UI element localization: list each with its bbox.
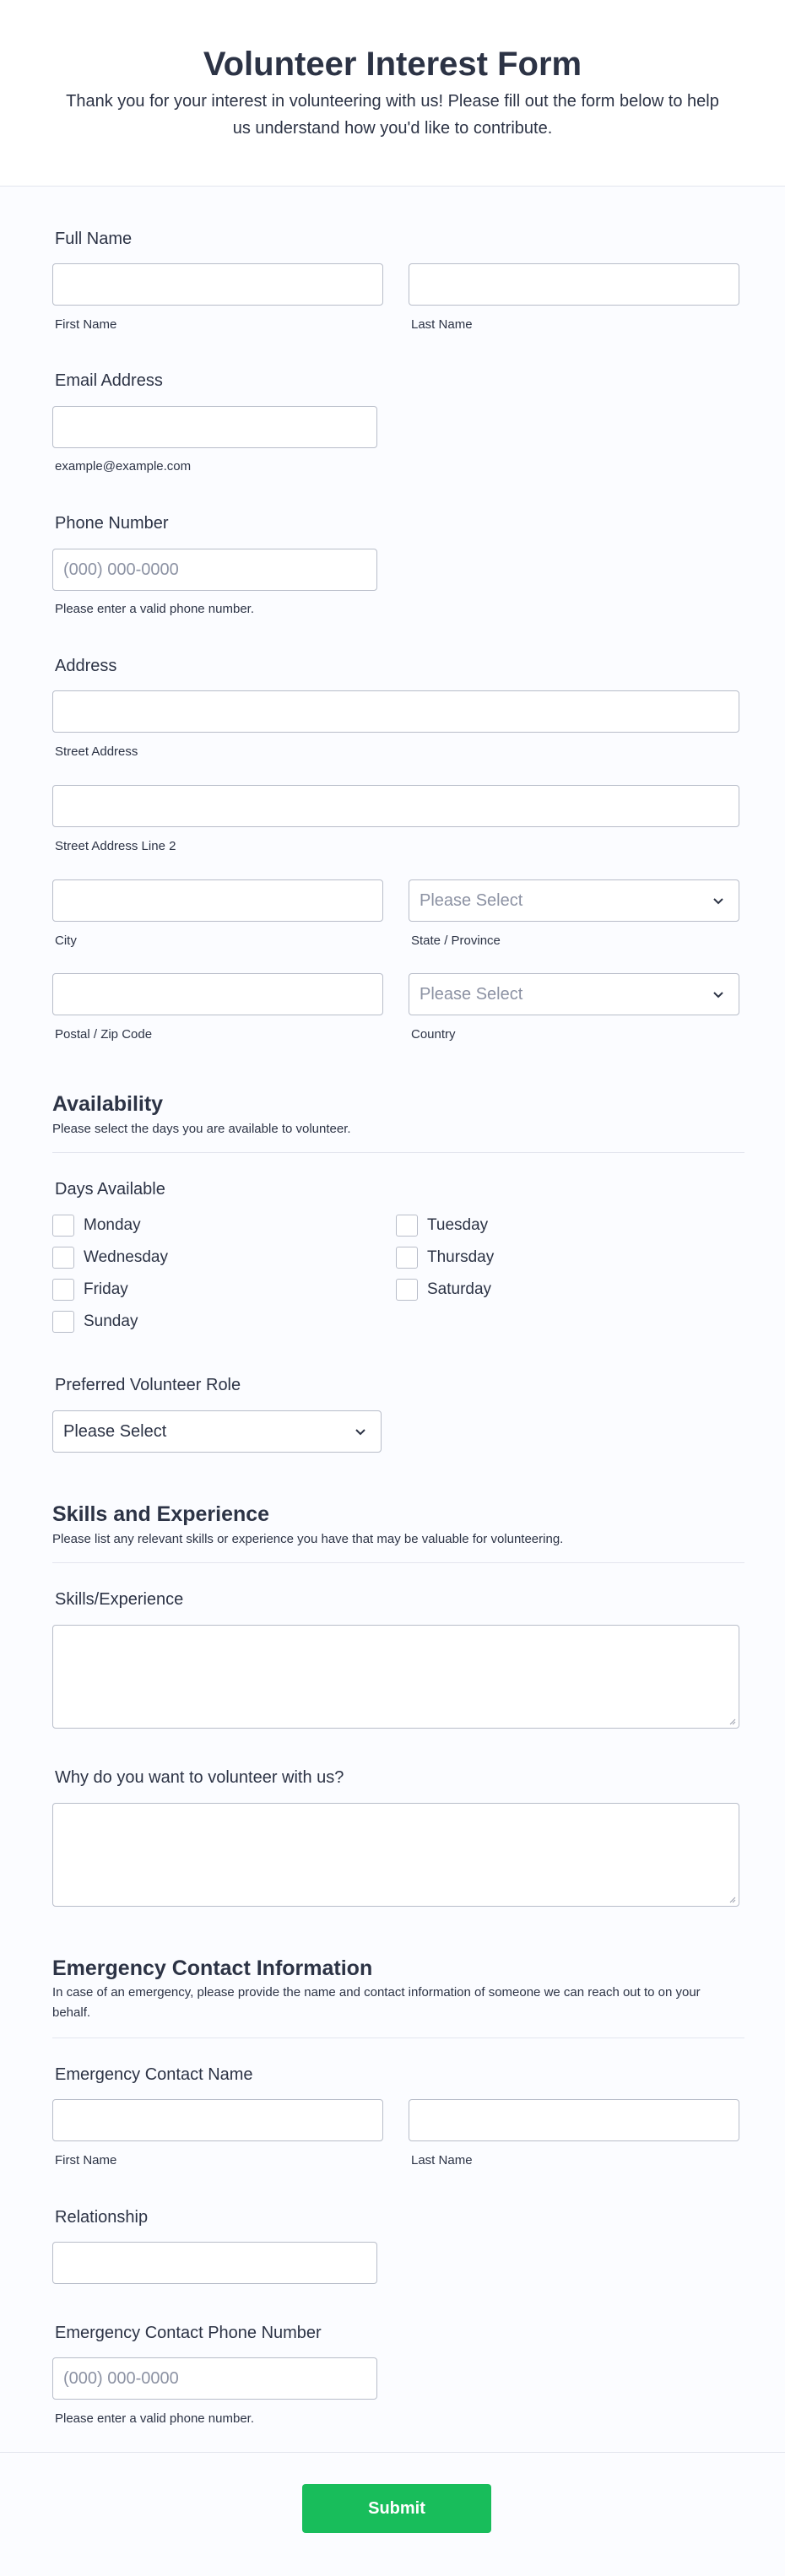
checkbox-label-tuesday: Tuesday xyxy=(427,1216,489,1234)
checkbox-label-sunday: Sunday xyxy=(84,1312,138,1330)
checkbox-tuesday[interactable] xyxy=(396,1215,418,1237)
form-description: Thank you for your interest in volunteering with us! Please fill out the form below to help us understand how you'd like to contribute. xyxy=(66,92,719,138)
last-name-input[interactable] xyxy=(409,263,739,306)
email-label: Email Address xyxy=(55,371,163,390)
checkbox-wednesday[interactable] xyxy=(52,1247,74,1269)
emergency-name-label: Emergency Contact Name xyxy=(55,2065,253,2084)
emergency-last-name-input[interactable] xyxy=(409,2099,739,2141)
first-name-sublabel: First Name xyxy=(55,317,117,332)
checkbox-thursday[interactable] xyxy=(396,1247,418,1269)
email-sublabel: example@example.com xyxy=(55,459,192,474)
street-address-line2-sublabel: Street Address Line 2 xyxy=(55,839,176,853)
form-header xyxy=(0,0,785,187)
emergency-heading: Emergency Contact Information xyxy=(52,1956,373,1980)
chevron-down-icon xyxy=(352,1423,369,1440)
emergency-first-name-sublabel: First Name xyxy=(55,2153,117,2167)
checkbox-saturday[interactable] xyxy=(396,1279,418,1301)
first-name-input[interactable] xyxy=(52,263,383,306)
footer-divider xyxy=(0,2452,785,2453)
state-sublabel: State / Province xyxy=(411,934,501,948)
chevron-down-icon xyxy=(710,892,727,909)
postal-code-input[interactable] xyxy=(52,973,383,1015)
chevron-down-icon xyxy=(710,986,727,1003)
preferred-role-label: Preferred Volunteer Role xyxy=(55,1376,241,1394)
street-address-input[interactable] xyxy=(52,690,739,733)
address-label: Address xyxy=(55,657,117,675)
email-input[interactable] xyxy=(52,406,377,448)
checkbox-label-monday: Monday xyxy=(84,1216,141,1234)
checkbox-label-wednesday: Wednesday xyxy=(84,1248,168,1266)
emergency-first-name-input[interactable] xyxy=(52,2099,383,2141)
availability-description: Please select the days you are available to volunteer. xyxy=(52,1122,351,1136)
emergency-phone-sublabel: Please enter a valid phone number. xyxy=(55,2411,254,2426)
emergency-phone-input[interactable]: (000) 000-0000 xyxy=(52,2357,377,2400)
submit-button[interactable]: Submit xyxy=(302,2484,491,2533)
street-address-sublabel: Street Address xyxy=(55,744,138,759)
postal-code-sublabel: Postal / Zip Code xyxy=(55,1027,153,1042)
emergency-description: In case of an emergency, please provide the name and contact information of someone we can reach out to on your behalf. xyxy=(52,1985,701,2020)
phone-label: Phone Number xyxy=(55,514,169,533)
checkbox-label-thursday: Thursday xyxy=(427,1248,495,1266)
emergency-phone-label: Emergency Contact Phone Number xyxy=(55,2324,322,2342)
state-select-value: Please Select xyxy=(420,891,523,910)
checkbox-label-saturday: Saturday xyxy=(427,1280,492,1298)
preferred-role-select[interactable] xyxy=(52,1410,382,1453)
preferred-role-value: Please Select xyxy=(63,1422,167,1441)
relationship-input[interactable] xyxy=(52,2242,377,2284)
skills-description: Please list any relevant skills or experience you have that may be valuable for volunteering. xyxy=(52,1532,564,1546)
checkbox-sunday[interactable] xyxy=(52,1311,74,1333)
full-name-label: Full Name xyxy=(55,230,133,248)
checkbox-label-friday: Friday xyxy=(84,1280,128,1298)
phone-sublabel: Please enter a valid phone number. xyxy=(55,602,254,616)
emergency-last-name-sublabel: Last Name xyxy=(411,2153,473,2167)
form-title: Volunteer Interest Form xyxy=(203,46,582,83)
city-input[interactable] xyxy=(52,879,383,922)
relationship-label: Relationship xyxy=(55,2208,149,2227)
street-address-line2-input[interactable] xyxy=(52,785,739,827)
section-divider xyxy=(52,1562,744,1563)
country-select[interactable] xyxy=(409,973,739,1015)
last-name-sublabel: Last Name xyxy=(411,317,473,332)
why-volunteer-label: Why do you want to volunteer with us? xyxy=(55,1768,344,1787)
country-select-value: Please Select xyxy=(420,985,523,1004)
availability-heading: Availability xyxy=(52,1092,164,1116)
phone-input[interactable]: (000) 000-0000 xyxy=(52,549,377,591)
resize-handle-icon[interactable] xyxy=(728,1895,736,1903)
resize-handle-icon[interactable] xyxy=(728,1717,736,1725)
country-sublabel: Country xyxy=(411,1027,456,1042)
skills-experience-label: Skills/Experience xyxy=(55,1590,184,1609)
days-available-label: Days Available xyxy=(55,1180,165,1199)
city-sublabel: City xyxy=(55,934,77,948)
section-divider xyxy=(52,1152,744,1153)
why-volunteer-textarea[interactable] xyxy=(52,1803,739,1907)
skills-experience-textarea[interactable] xyxy=(52,1625,739,1729)
checkbox-monday[interactable] xyxy=(52,1215,74,1237)
skills-heading: Skills and Experience xyxy=(52,1502,270,1526)
checkbox-friday[interactable] xyxy=(52,1279,74,1301)
state-select[interactable] xyxy=(409,879,739,922)
